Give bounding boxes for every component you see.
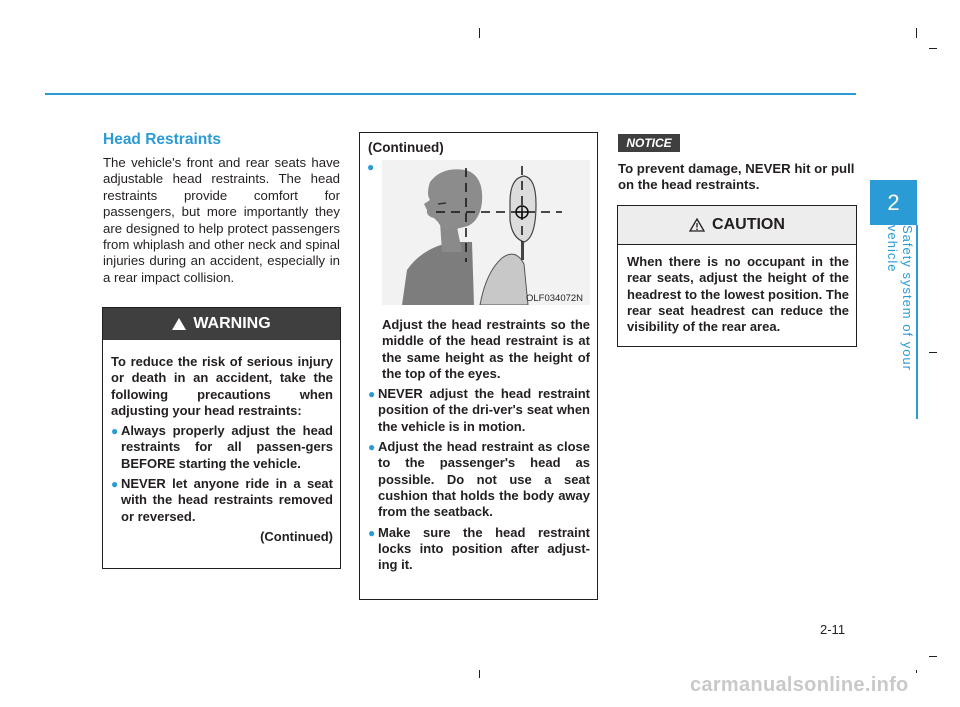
warning-box bbox=[102, 307, 341, 569]
continued-bullet-1: Adjust the head restraints so the middle of the head restraint is at the same height as the height of the top of the eyes. bbox=[382, 317, 590, 381]
crop-mark bbox=[929, 48, 937, 49]
bullet-icon: ● bbox=[368, 525, 376, 540]
head-restraint-illustration bbox=[382, 160, 590, 305]
warning-bullet-1: Always properly adjust the head restraints for all passen-gers BEFORE starting the vehicle. bbox=[121, 423, 333, 471]
caution-title: CAUTION bbox=[712, 216, 785, 233]
caution-box bbox=[617, 205, 857, 347]
bullet-icon: ● bbox=[368, 440, 376, 455]
continued-warning-box bbox=[359, 132, 598, 600]
bullet-icon: ● bbox=[111, 424, 119, 439]
intro-paragraph: The vehicle's front and rear seats have adjustable head restraints. The head restraints provide comfort for passengers, but more importantly they are designed to help protect passengers from whiplash and other neck and spinal injuries during an accident, especially in a rear impact collision. bbox=[103, 155, 340, 285]
warning-header bbox=[103, 308, 340, 340]
list-item bbox=[111, 476, 333, 525]
chapter-number-tab: 2 bbox=[870, 180, 917, 225]
crop-mark bbox=[929, 656, 937, 657]
warning-bullet-2: NEVER let anyone ride in a seat with the head restraints removed or reversed. bbox=[121, 476, 333, 524]
warning-icon bbox=[172, 318, 186, 330]
list-item bbox=[368, 525, 590, 574]
figure-code: OLF034072N bbox=[526, 293, 584, 304]
bullet-icon: ● bbox=[367, 160, 375, 174]
list-item bbox=[368, 439, 590, 520]
crop-mark bbox=[929, 352, 937, 353]
crop-mark bbox=[916, 670, 917, 673]
continued-bullet-2: NEVER adjust the head restraint position of the dri-ver's seat when the vehicle is in motion. bbox=[378, 386, 590, 434]
header-rule bbox=[45, 93, 856, 95]
watermark: carmanualsonline.info bbox=[690, 674, 909, 696]
continued-body bbox=[368, 317, 590, 573]
notice-text: To prevent damage, NEVER hit or pull on the head restraints. bbox=[618, 161, 855, 193]
list-item bbox=[111, 423, 333, 472]
bullet-icon: ● bbox=[368, 387, 376, 402]
caution-header bbox=[618, 206, 856, 245]
bullet-icon: ● bbox=[111, 477, 119, 492]
warning-title: WARNING bbox=[193, 315, 271, 332]
chapter-rule bbox=[916, 225, 918, 419]
crop-mark bbox=[916, 28, 917, 38]
crop-mark bbox=[479, 670, 480, 678]
page-number: 2-11 bbox=[820, 622, 846, 637]
warning-continued: (Continued) bbox=[260, 528, 333, 544]
chapter-title: Safety system of your vehicle bbox=[885, 225, 915, 371]
caution-text: When there is no occupant in the rear seats, adjust the height of the headrest to the lowest position. The rear seat headrest can reduce the visibility of the rear area. bbox=[627, 254, 849, 335]
notice-label: NOTICE bbox=[618, 134, 680, 152]
warning-body bbox=[103, 340, 340, 545]
warning-lead: To reduce the risk of serious injury or death in an accident, take the following precautions when adjusting your head restraints: bbox=[111, 354, 333, 418]
crop-mark bbox=[479, 28, 480, 38]
list-item bbox=[368, 386, 590, 435]
continued-bullet-3: Adjust the head restraint as close to the passenger's head as possible. Do not use a seat cushion that holds the body away from the seatback. bbox=[378, 439, 590, 520]
section-title: Head Restraints bbox=[103, 131, 222, 148]
caution-icon bbox=[689, 218, 705, 232]
continued-bullet-4: Make sure the head restraint locks into position after adjust-ing it. bbox=[378, 524, 590, 573]
continued-heading: (Continued) bbox=[368, 140, 444, 155]
